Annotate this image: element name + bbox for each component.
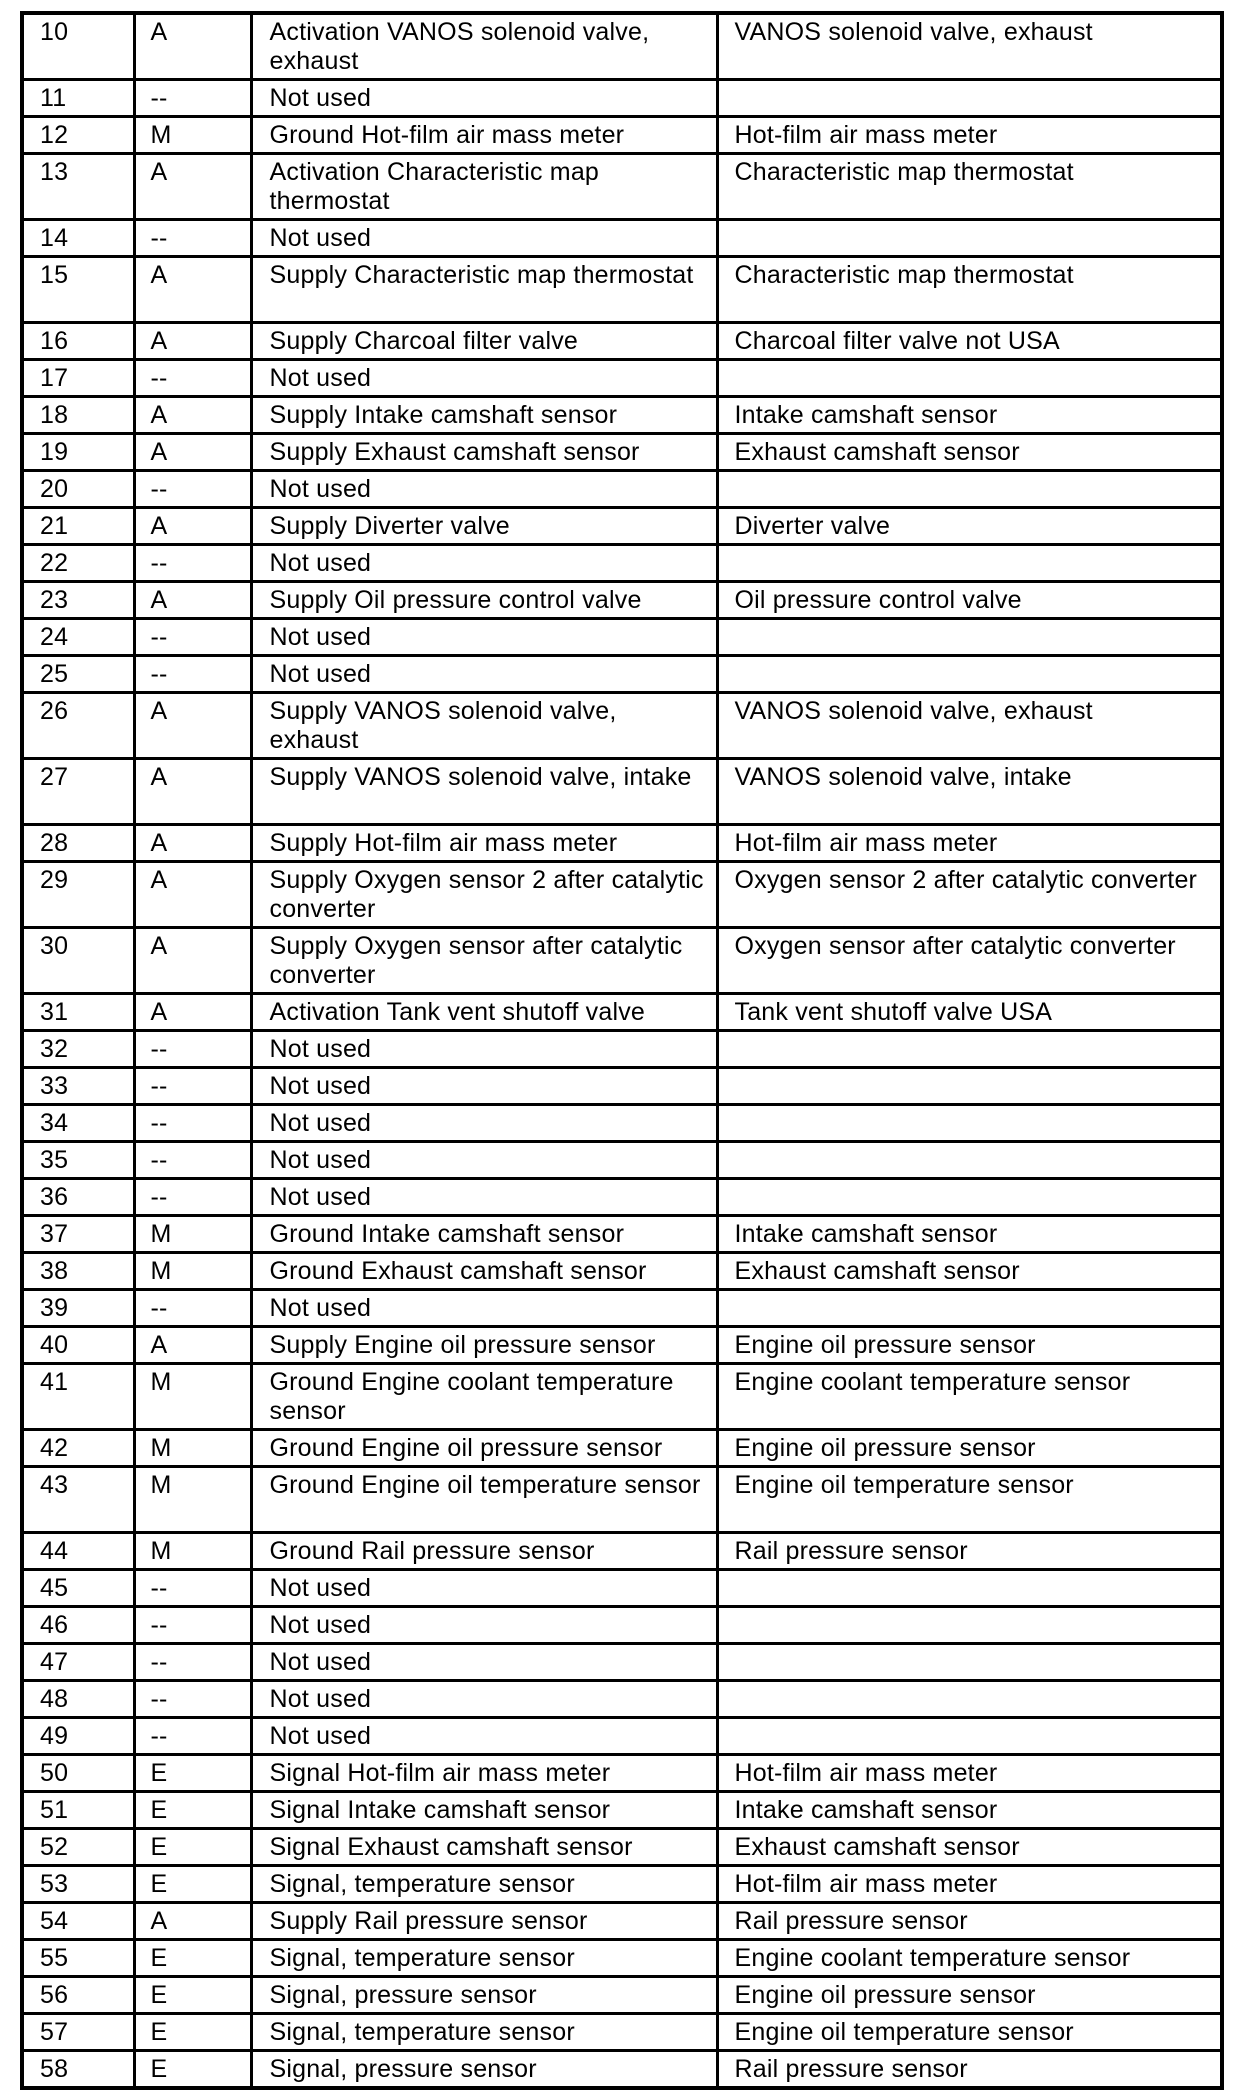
pin-number-cell: 52 [22,1829,134,1866]
table-row [22,928,1222,994]
description-cell: Not used [251,360,717,397]
signal-type-cell: M [134,1364,251,1430]
component-cell: Exhaust camshaft sensor [717,1829,1222,1866]
pin-number-cell: 13 [22,154,134,220]
table-row [22,862,1222,928]
component-cell [717,1031,1222,1068]
pin-number-cell: 25 [22,656,134,693]
table-row [22,759,1222,825]
pin-number-cell: 29 [22,862,134,928]
signal-type-cell: -- [134,1105,251,1142]
signal-type-cell: -- [134,1290,251,1327]
description-cell: Ground Hot-film air mass meter [251,117,717,154]
description-cell: Not used [251,1718,717,1755]
pin-number-cell: 15 [22,257,134,323]
description-cell: Not used [251,220,717,257]
pin-number-cell: 22 [22,545,134,582]
signal-type-cell: A [134,397,251,434]
component-cell [717,656,1222,693]
pin-number-cell: 41 [22,1364,134,1430]
pin-number-cell: 57 [22,2014,134,2051]
component-cell: Rail pressure sensor [717,1533,1222,1570]
component-cell [717,1681,1222,1718]
table-row [22,656,1222,693]
pin-number-cell: 26 [22,693,134,759]
pin-number-cell: 20 [22,471,134,508]
pin-number-cell: 44 [22,1533,134,1570]
component-cell: Engine coolant temperature sensor [717,1940,1222,1977]
signal-type-cell: -- [134,1681,251,1718]
component-cell: VANOS solenoid valve, intake [717,759,1222,825]
signal-type-cell: A [134,434,251,471]
signal-type-cell: -- [134,1644,251,1681]
component-cell: Hot-film air mass meter [717,1755,1222,1792]
pin-number-cell: 23 [22,582,134,619]
description-cell: Signal, pressure sensor [251,1977,717,2014]
description-cell: Activation Characteristic map thermostat [251,154,717,220]
component-cell: Hot-film air mass meter [717,1866,1222,1903]
pin-number-cell: 32 [22,1031,134,1068]
table-row [22,220,1222,257]
component-cell: Oxygen sensor 2 after catalytic converter [717,862,1222,928]
component-cell [717,360,1222,397]
signal-type-cell: -- [134,80,251,117]
description-cell: Ground Engine coolant temperature sensor [251,1364,717,1430]
table-row [22,1142,1222,1179]
component-cell: Hot-film air mass meter [717,825,1222,862]
table-row [22,1681,1222,1718]
table-row [22,1644,1222,1681]
signal-type-cell: A [134,154,251,220]
table-row [22,994,1222,1031]
signal-type-cell: A [134,508,251,545]
table-row [22,360,1222,397]
component-cell: Oil pressure control valve [717,582,1222,619]
table-row [22,508,1222,545]
signal-type-cell: -- [134,1607,251,1644]
signal-type-cell: A [134,862,251,928]
signal-type-cell: E [134,1940,251,1977]
description-cell: Not used [251,545,717,582]
signal-type-cell: A [134,323,251,360]
pin-number-cell: 14 [22,220,134,257]
component-cell [717,1105,1222,1142]
table-row [22,80,1222,117]
table-row [22,1940,1222,1977]
description-cell: Supply Engine oil pressure sensor [251,1327,717,1364]
description-cell: Not used [251,619,717,656]
description-cell: Ground Engine oil temperature sensor [251,1467,717,1533]
table-row [22,323,1222,360]
pin-number-cell: 47 [22,1644,134,1681]
pin-number-cell: 16 [22,323,134,360]
signal-type-cell: A [134,582,251,619]
table-row [22,117,1222,154]
signal-type-cell: A [134,693,251,759]
description-cell: Supply Diverter valve [251,508,717,545]
signal-type-cell: E [134,2051,251,2089]
table-row [22,1105,1222,1142]
description-cell: Not used [251,1142,717,1179]
signal-type-cell: E [134,1866,251,1903]
table-row [22,1607,1222,1644]
component-cell: Rail pressure sensor [717,1903,1222,1940]
table-row [22,619,1222,656]
component-cell [717,80,1222,117]
table-row [22,1031,1222,1068]
component-cell: Intake camshaft sensor [717,397,1222,434]
table-row [22,13,1222,80]
component-cell: Engine oil pressure sensor [717,1327,1222,1364]
signal-type-cell: -- [134,1179,251,1216]
description-cell: Supply Oxygen sensor 2 after catalytic converter [251,862,717,928]
component-cell: Characteristic map thermostat [717,154,1222,220]
pin-number-cell: 11 [22,80,134,117]
pin-assignment-table [20,11,1224,2090]
signal-type-cell: M [134,1216,251,1253]
pin-number-cell: 50 [22,1755,134,1792]
component-cell [717,1570,1222,1607]
pin-number-cell: 17 [22,360,134,397]
table-row [22,1364,1222,1430]
description-cell: Signal Hot-film air mass meter [251,1755,717,1792]
signal-type-cell: M [134,1467,251,1533]
pin-number-cell: 36 [22,1179,134,1216]
signal-type-cell: E [134,2014,251,2051]
table-row [22,1829,1222,1866]
table-row [22,1068,1222,1105]
component-cell [717,1068,1222,1105]
pin-number-cell: 31 [22,994,134,1031]
component-cell [717,545,1222,582]
table-row [22,1290,1222,1327]
table-row [22,1755,1222,1792]
pin-number-cell: 46 [22,1607,134,1644]
signal-type-cell: A [134,928,251,994]
signal-type-cell: A [134,825,251,862]
description-cell: Supply Characteristic map thermostat [251,257,717,323]
description-cell: Signal, temperature sensor [251,2014,717,2051]
pin-number-cell: 24 [22,619,134,656]
description-cell: Ground Engine oil pressure sensor [251,1430,717,1467]
signal-type-cell: A [134,257,251,323]
pin-number-cell: 35 [22,1142,134,1179]
component-cell: Intake camshaft sensor [717,1216,1222,1253]
signal-type-cell: -- [134,1031,251,1068]
table-row [22,397,1222,434]
component-cell [717,220,1222,257]
signal-type-cell: A [134,759,251,825]
table-row [22,471,1222,508]
pin-number-cell: 34 [22,1105,134,1142]
signal-type-cell: -- [134,619,251,656]
pin-number-cell: 38 [22,1253,134,1290]
component-cell: Engine oil temperature sensor [717,1467,1222,1533]
description-cell: Not used [251,1068,717,1105]
pin-number-cell: 51 [22,1792,134,1829]
table-row [22,1430,1222,1467]
pin-number-cell: 28 [22,825,134,862]
component-cell [717,1290,1222,1327]
signal-type-cell: -- [134,1570,251,1607]
description-cell: Supply Exhaust camshaft sensor [251,434,717,471]
component-cell [717,471,1222,508]
pin-number-cell: 54 [22,1903,134,1940]
description-cell: Not used [251,471,717,508]
table-row [22,582,1222,619]
table-row [22,1533,1222,1570]
component-cell [717,619,1222,656]
description-cell: Not used [251,1179,717,1216]
signal-type-cell: A [134,1327,251,1364]
description-cell: Supply VANOS solenoid valve, exhaust [251,693,717,759]
description-cell: Signal Intake camshaft sensor [251,1792,717,1829]
description-cell: Supply Oxygen sensor after catalytic converter [251,928,717,994]
pin-number-cell: 10 [22,13,134,80]
description-cell: Supply Hot-film air mass meter [251,825,717,862]
pin-number-cell: 33 [22,1068,134,1105]
pin-number-cell: 53 [22,1866,134,1903]
description-cell: Not used [251,1031,717,1068]
description-cell: Signal, temperature sensor [251,1866,717,1903]
description-cell: Activation VANOS solenoid valve, exhaust [251,13,717,80]
component-cell: Engine coolant temperature sensor [717,1364,1222,1430]
table-row [22,1792,1222,1829]
pin-number-cell: 49 [22,1718,134,1755]
component-cell [717,1644,1222,1681]
signal-type-cell: E [134,1977,251,2014]
signal-type-cell: -- [134,471,251,508]
table-row [22,545,1222,582]
signal-type-cell: M [134,117,251,154]
signal-type-cell: M [134,1253,251,1290]
table-row [22,2051,1222,2089]
description-cell: Not used [251,1644,717,1681]
component-cell: Hot-film air mass meter [717,117,1222,154]
table-row [22,1977,1222,2014]
table-row [22,434,1222,471]
description-cell: Signal, temperature sensor [251,1940,717,1977]
signal-type-cell: A [134,13,251,80]
pin-number-cell: 43 [22,1467,134,1533]
pin-number-cell: 42 [22,1430,134,1467]
signal-type-cell: -- [134,360,251,397]
signal-type-cell: -- [134,1718,251,1755]
component-cell: Rail pressure sensor [717,2051,1222,2089]
description-cell: Ground Intake camshaft sensor [251,1216,717,1253]
description-cell: Not used [251,80,717,117]
pin-number-cell: 30 [22,928,134,994]
description-cell: Not used [251,1607,717,1644]
description-cell: Not used [251,1105,717,1142]
signal-type-cell: -- [134,656,251,693]
table-row [22,1903,1222,1940]
description-cell: Supply VANOS solenoid valve, intake [251,759,717,825]
pin-number-cell: 45 [22,1570,134,1607]
signal-type-cell: E [134,1829,251,1866]
signal-type-cell: M [134,1430,251,1467]
description-cell: Ground Exhaust camshaft sensor [251,1253,717,1290]
description-cell: Not used [251,656,717,693]
table-row [22,154,1222,220]
signal-type-cell: E [134,1755,251,1792]
pin-number-cell: 40 [22,1327,134,1364]
component-cell: Diverter valve [717,508,1222,545]
component-cell: Intake camshaft sensor [717,1792,1222,1829]
table-row [22,1718,1222,1755]
description-cell: Supply Charcoal filter valve [251,323,717,360]
description-cell: Supply Intake camshaft sensor [251,397,717,434]
description-cell: Activation Tank vent shutoff valve [251,994,717,1031]
table-row [22,1467,1222,1533]
signal-type-cell: A [134,1903,251,1940]
component-cell [717,1607,1222,1644]
component-cell: Engine oil temperature sensor [717,2014,1222,2051]
table-row [22,1179,1222,1216]
pin-number-cell: 58 [22,2051,134,2089]
component-cell: Exhaust camshaft sensor [717,434,1222,471]
table-row [22,2014,1222,2051]
description-cell: Not used [251,1681,717,1718]
signal-type-cell: M [134,1533,251,1570]
table-row [22,1327,1222,1364]
description-cell: Not used [251,1570,717,1607]
pin-number-cell: 12 [22,117,134,154]
table-row [22,1253,1222,1290]
component-cell: VANOS solenoid valve, exhaust [717,693,1222,759]
component-cell: Tank vent shutoff valve USA [717,994,1222,1031]
pin-number-cell: 48 [22,1681,134,1718]
signal-type-cell: -- [134,220,251,257]
table-row [22,257,1222,323]
component-cell: Oxygen sensor after catalytic converter [717,928,1222,994]
component-cell [717,1179,1222,1216]
component-cell [717,1718,1222,1755]
pin-number-cell: 55 [22,1940,134,1977]
signal-type-cell: -- [134,545,251,582]
description-cell: Signal Exhaust camshaft sensor [251,1829,717,1866]
component-cell: VANOS solenoid valve, exhaust [717,13,1222,80]
description-cell: Supply Oil pressure control valve [251,582,717,619]
signal-type-cell: E [134,1792,251,1829]
pin-table-body [22,13,1222,2088]
pin-number-cell: 18 [22,397,134,434]
description-cell: Signal, pressure sensor [251,2051,717,2089]
description-cell: Not used [251,1290,717,1327]
table-row [22,1216,1222,1253]
pin-number-cell: 27 [22,759,134,825]
signal-type-cell: A [134,994,251,1031]
table-row [22,1570,1222,1607]
description-cell: Ground Rail pressure sensor [251,1533,717,1570]
component-cell: Charcoal filter valve not USA [717,323,1222,360]
pin-number-cell: 56 [22,1977,134,2014]
component-cell: Exhaust camshaft sensor [717,1253,1222,1290]
table-row [22,1866,1222,1903]
signal-type-cell: -- [134,1068,251,1105]
table-row [22,693,1222,759]
description-cell: Supply Rail pressure sensor [251,1903,717,1940]
component-cell [717,1142,1222,1179]
pin-number-cell: 39 [22,1290,134,1327]
pin-number-cell: 37 [22,1216,134,1253]
signal-type-cell: -- [134,1142,251,1179]
component-cell: Engine oil pressure sensor [717,1430,1222,1467]
pin-number-cell: 21 [22,508,134,545]
component-cell: Characteristic map thermostat [717,257,1222,323]
table-row [22,825,1222,862]
pin-number-cell: 19 [22,434,134,471]
component-cell: Engine oil pressure sensor [717,1977,1222,2014]
